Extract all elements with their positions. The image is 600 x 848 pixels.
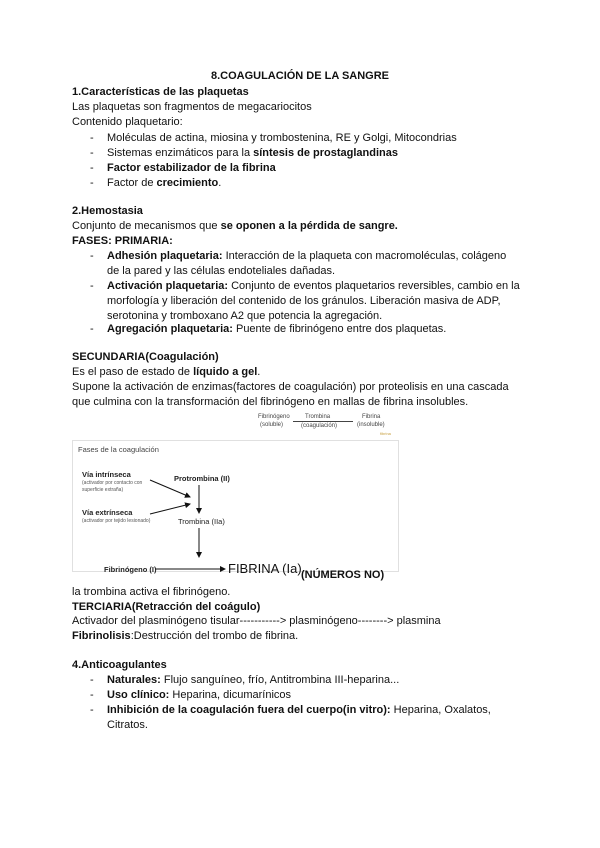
protrombina-label: Protrombina (II)	[174, 474, 230, 483]
bullet-dash: -	[90, 162, 94, 174]
s1-line1: Las plaquetas son fragmentos de megacariocitos	[72, 101, 312, 113]
section-4-heading: 4.Anticoagulantes	[72, 659, 167, 671]
bullet-dash: -	[90, 323, 94, 335]
diagram-title: Fases de la coagulación	[78, 445, 159, 454]
fibrinogeno-label: Fibrinógeno (I)	[104, 565, 157, 574]
section-1-heading: 1.Características de las plaquetas	[72, 86, 249, 98]
list-item: Sistemas enzimáticos para la síntesis de prostaglandinas	[107, 147, 398, 159]
bullet-dash: -	[90, 132, 94, 144]
fibrinolisis-line: Fibrinolisis:Destrucción del trombo de fibrina.	[72, 630, 299, 642]
trombina-label: Trombina (IIa)	[178, 517, 225, 526]
list-item: Factor de crecimiento.	[107, 177, 222, 189]
secundaria-paragraph: Supone la activación de enzimas(factores de coagulación) por proteolisis en una cascada que culmina con la transformación del fibrinógeno en mallas de fibrina insolubles.	[72, 381, 509, 408]
s2-fases: FASES: PRIMARIA:	[72, 235, 173, 247]
terciaria-heading: TERCIARIA(Retracción del coágulo)	[72, 601, 261, 613]
list-item: Inhibición de la coagulación fuera del cuerpo(in vitro): Heparina, Oxalatos, Citratos.	[107, 704, 491, 731]
list-item: Activación plaquetaria: Conjunto de eventos plaquetarios reversibles, cambio en la morfología y liberación del contenido de los gránulos. Liberación masiva de ADP, serotonina y tromboxano A2 que potencia la agregación.	[107, 280, 520, 322]
bullet-dash: -	[90, 250, 94, 262]
bullet-dash: -	[90, 177, 94, 189]
list-item: Naturales: Flujo sanguíneo, frío, Antitrombina III-heparina...	[107, 674, 400, 686]
bullet-dash: -	[90, 674, 94, 686]
list-item: Factor estabilizador de la fibrina	[107, 162, 276, 174]
bullet-dash: -	[90, 704, 94, 716]
list-item: Adhesión plaquetaria: Interacción de la plaqueta con macromoléculas, colágeno de la pared y las células endoteliales dañadas.	[107, 250, 507, 277]
bullet-dash: -	[90, 147, 94, 159]
via-extrinseca: Vía extrínseca	[82, 508, 133, 517]
list-item: Uso clínico: Heparina, dicumarínicos	[107, 689, 292, 701]
page-title: 8.COAGULACIÓN DE LA SANGRE	[210, 70, 390, 82]
arrow-extrinseca	[150, 504, 190, 514]
numeros-note: (NÚMEROS NO)	[301, 569, 385, 581]
s2-intro: Conjunto de mecanismos que se oponen a la pérdida de sangre.	[72, 220, 398, 232]
formula-left-bottom: (soluble)	[260, 422, 284, 428]
formula-right-top: Fibrina	[362, 414, 381, 420]
formula-mid-top: Trombina	[305, 414, 331, 420]
bullet-dash: -	[90, 689, 94, 701]
list-item: Moléculas de actina, miosina y trombostenina, RE y Golgi, Mitocondrias	[107, 132, 457, 144]
fibrina-label: FIBRINA (Ia)	[228, 561, 302, 576]
list-item: Agregación plaquetaria: Puente de fibrinógeno entre dos plaquetas.	[107, 323, 447, 335]
via-intrinseca-sub: (activador por contacto con superficie extraña)	[82, 480, 143, 493]
section-2-heading: 2.Hemostasia	[72, 205, 143, 217]
formula-right-bottom: (insoluble)	[357, 422, 385, 428]
via-intrinseca: Vía intrínseca	[82, 470, 131, 479]
formula-left-top: Fibrinógeno	[258, 414, 290, 420]
formula-note: fibrina	[380, 431, 391, 436]
terciaria-line1: Activador del plasminógeno tisular-----------> plasminógeno--------> plasmina	[72, 615, 441, 627]
secundaria-heading: SECUNDARIA(Coagulación)	[72, 351, 219, 363]
arrow-intrinseca	[150, 480, 190, 497]
formula-mid-bottom: (coagulación)	[301, 423, 338, 429]
bullet-dash: -	[90, 280, 94, 292]
after-diagram-text: la trombina activa el fibrinógeno.	[72, 586, 231, 598]
via-extrinseca-sub: (activador por tejido lesionado)	[82, 518, 151, 524]
secundaria-line1: Es el paso de estado de líquido a gel.	[72, 366, 261, 378]
s1-line2: Contenido plaquetario:	[72, 116, 183, 128]
